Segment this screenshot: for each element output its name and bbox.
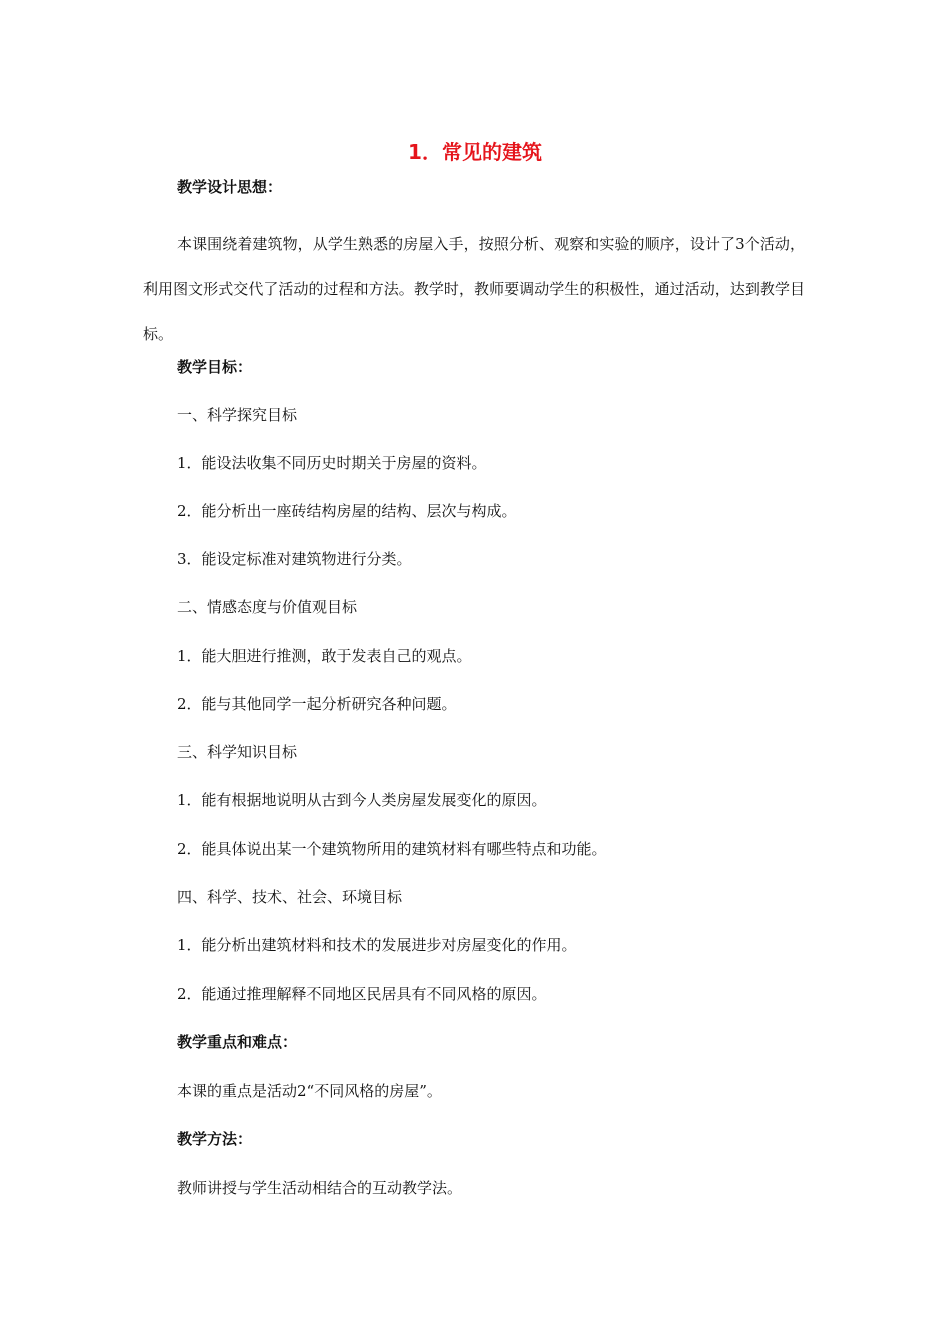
goal-item: 1．能大胆进行推测，敢于发表自己的观点。	[177, 647, 472, 665]
goal-item: 2．能通过推理解释不同地区民居具有不同风格的原因。	[177, 985, 547, 1003]
goal-item: 1．能分析出建筑材料和技术的发展进步对房屋变化的作用。	[177, 936, 577, 954]
method-text: 教师讲授与学生活动相结合的互动教学法。	[177, 1179, 463, 1197]
goal-group-heading: 二、情感态度与价值观目标	[177, 598, 358, 616]
goals-heading: 教学目标：	[177, 358, 253, 376]
goal-item: 3．能设定标准对建筑物进行分类。	[177, 550, 412, 568]
goal-item: 2．能与其他同学一起分析研究各种问题。	[177, 695, 457, 713]
design-paragraph: 本课围绕着建筑物，从学生熟悉的房屋入手，按照分析、观察和实验的顺序，设计了3个活动，利用图文形式交代了活动的过程和方法。教学时，教师要调动学生的积极性，通过活动，达到教学目标。	[143, 235, 805, 343]
goal-item: 1．能有根据地说明从古到今人类房屋发展变化的原因。	[177, 791, 547, 809]
goal-item: 2．能具体说出某一个建筑物所用的建筑材料有哪些特点和功能。	[177, 840, 607, 858]
goal-item: 2．能分析出一座砖结构房屋的结构、层次与构成。	[177, 502, 517, 520]
method-heading: 教学方法：	[177, 1130, 253, 1148]
goal-group-heading: 一、科学探究目标	[177, 406, 298, 424]
goal-item: 1．能设法收集不同历史时期关于房屋的资料。	[177, 454, 487, 472]
design-heading: 教学设计思想：	[177, 178, 283, 196]
goal-group-heading: 三、科学知识目标	[177, 743, 298, 761]
focus-text: 本课的重点是活动2“不同风格的房屋”。	[177, 1082, 442, 1100]
goal-group-heading: 四、科学、技术、社会、环境目标	[177, 888, 403, 906]
document-title: 1．常见的建筑	[408, 140, 542, 164]
focus-heading: 教学重点和难点：	[177, 1033, 298, 1051]
